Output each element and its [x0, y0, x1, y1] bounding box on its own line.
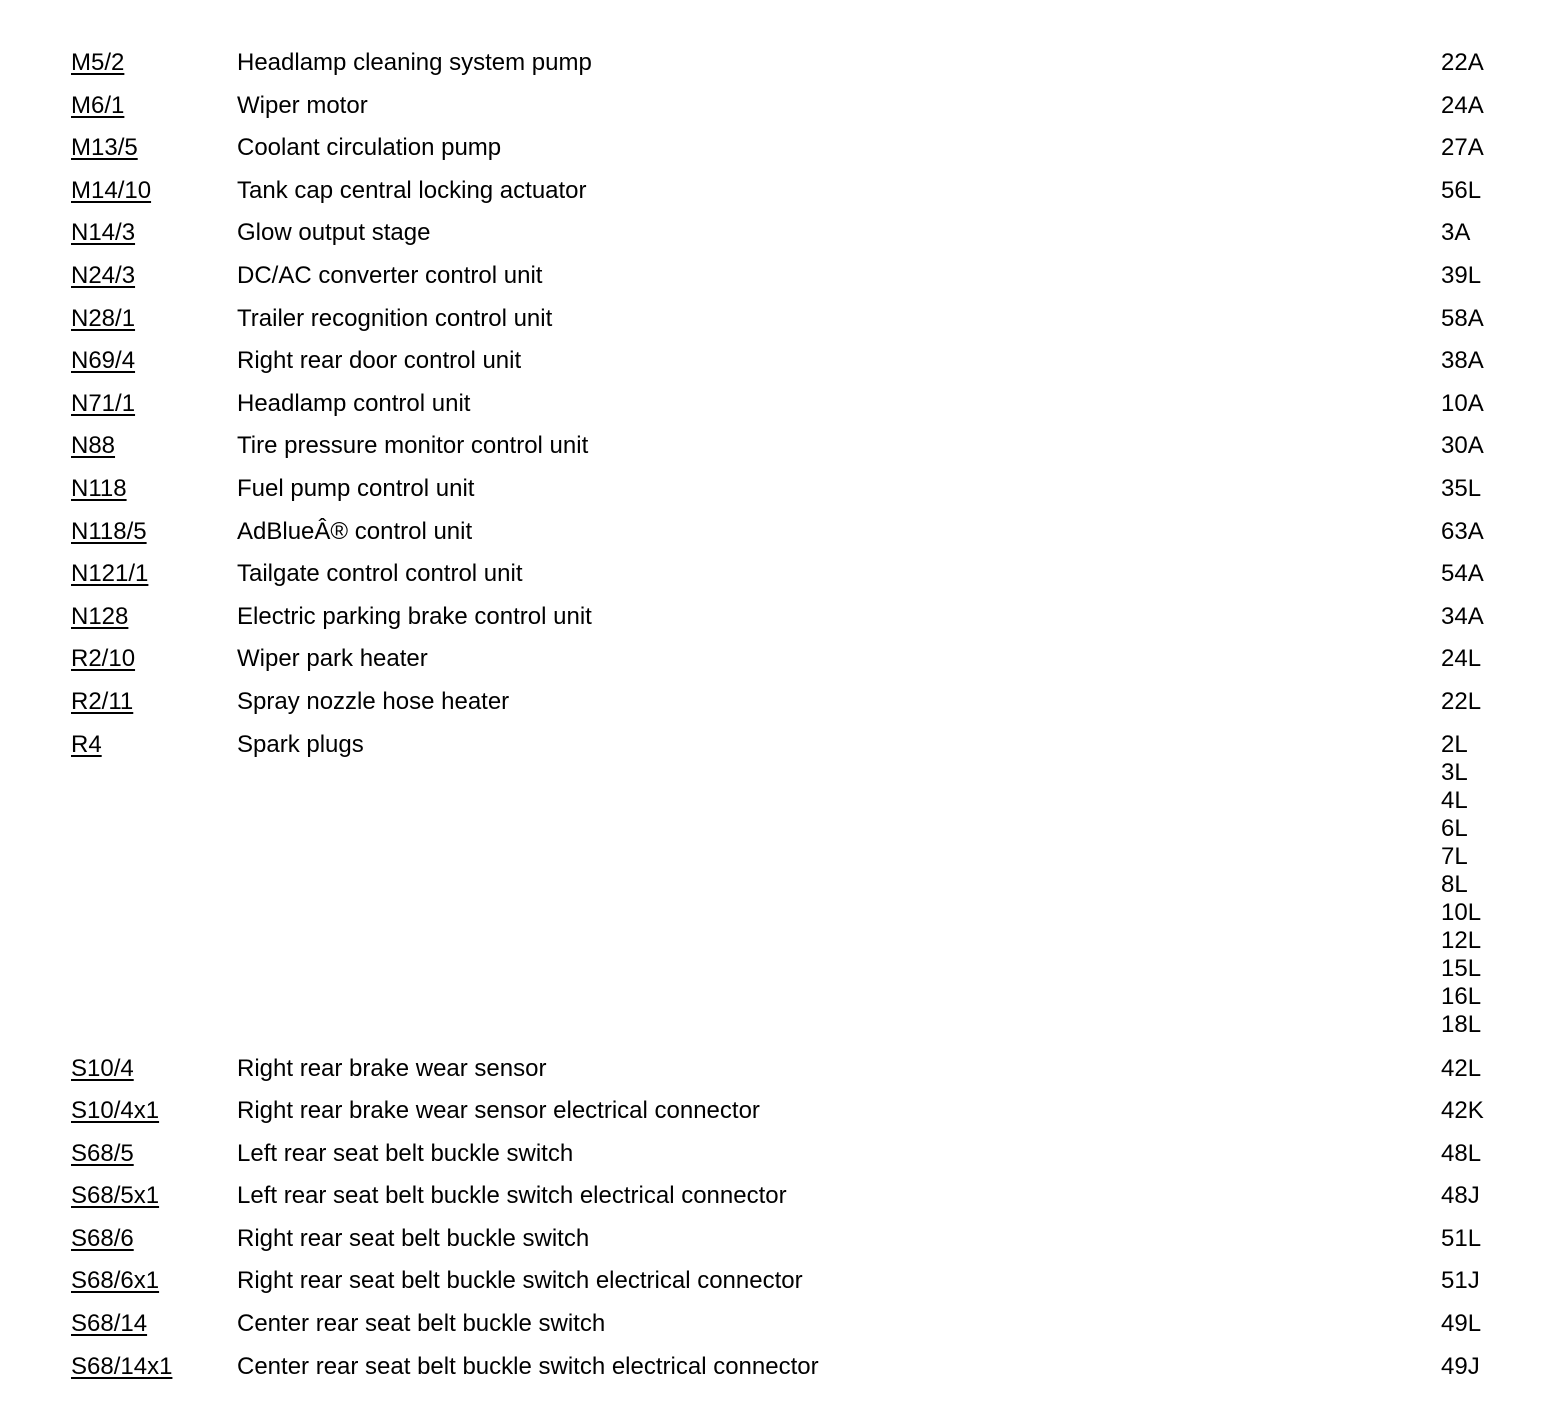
code-cell	[71, 1346, 237, 1381]
component-description: Left rear seat belt buckle switch	[237, 1139, 574, 1167]
grid-location: 35L	[1441, 474, 1482, 502]
grid-location: 16L	[1441, 982, 1482, 1010]
grid-location: 34A	[1441, 602, 1484, 630]
grid-location: 22L	[1441, 687, 1482, 715]
table-row	[71, 383, 1501, 426]
grid-location-cell	[1441, 425, 1501, 460]
grid-location: 24A	[1441, 91, 1484, 119]
table-row	[71, 1303, 1501, 1346]
grid-location-cell	[1441, 383, 1501, 418]
grid-location: 2L	[1441, 730, 1468, 758]
grid-location: 7L	[1441, 842, 1468, 870]
grid-location: 22A	[1441, 49, 1484, 76]
grid-location-cell	[1441, 638, 1501, 673]
component-code-link[interactable]: M6/1	[71, 91, 125, 119]
component-description: Wiper motor	[237, 91, 368, 119]
component-description: Right rear brake wear sensor electrical connector	[237, 1097, 760, 1125]
grid-location: 51L	[1441, 1224, 1482, 1252]
table-row	[71, 1346, 1501, 1389]
component-code-link[interactable]: M5/2	[71, 49, 125, 76]
grid-location-cell	[1441, 298, 1501, 333]
grid-location: 49L	[1441, 1310, 1482, 1338]
grid-location: 49J	[1441, 1352, 1480, 1380]
code-cell	[71, 212, 237, 247]
grid-location: 3L	[1441, 758, 1468, 786]
table-row	[71, 468, 1501, 511]
grid-location-cell	[1441, 724, 1501, 1039]
grid-location: 42L	[1441, 1054, 1482, 1082]
grid-location: 18L	[1441, 1010, 1482, 1038]
component-description: Fuel pump control unit	[237, 474, 475, 502]
code-cell	[71, 425, 237, 460]
component-description: Right rear door control unit	[237, 347, 522, 375]
component-description: Headlamp control unit	[237, 389, 471, 417]
component-description: Coolant circulation pump	[237, 134, 502, 162]
grid-location: 12L	[1441, 926, 1482, 954]
grid-location: 48J	[1441, 1182, 1480, 1210]
component-description: Center rear seat belt buckle switch	[237, 1310, 606, 1338]
grid-location-cell	[1441, 212, 1501, 247]
grid-location-cell	[1441, 1346, 1501, 1381]
component-description: Left rear seat belt buckle switch electrical connector	[237, 1182, 787, 1210]
code-cell	[71, 596, 237, 631]
component-description: Right rear seat belt buckle switch electrical connector	[237, 1267, 803, 1295]
grid-location-cell	[1441, 1303, 1501, 1338]
grid-location-cell	[1441, 170, 1501, 205]
table-row	[71, 212, 1501, 255]
grid-location: 4L	[1441, 786, 1468, 814]
grid-location: 27A	[1441, 134, 1484, 162]
table-row	[71, 340, 1501, 383]
component-code-link[interactable]: N69/4	[71, 347, 136, 375]
component-code-link[interactable]: R4	[71, 730, 102, 758]
code-cell	[71, 511, 237, 546]
component-description: Spray nozzle hose heater	[237, 687, 510, 715]
code-cell	[71, 383, 237, 418]
grid-location-cell	[1441, 553, 1501, 588]
grid-location-cell	[1441, 42, 1501, 77]
grid-location: 51J	[1441, 1267, 1480, 1295]
component-description: Tailgate control control unit	[237, 560, 523, 588]
grid-location-cell	[1441, 1048, 1501, 1083]
grid-location: 54A	[1441, 560, 1484, 588]
code-cell	[71, 1218, 237, 1253]
grid-location-cell	[1441, 511, 1501, 546]
grid-location-cell	[1441, 1133, 1501, 1168]
component-code-link[interactable]: S68/6x1	[71, 1267, 160, 1295]
component-description: Center rear seat belt buckle switch electrical connector	[237, 1352, 819, 1380]
component-code-link[interactable]: N88	[71, 432, 116, 460]
component-code-link[interactable]: M13/5	[71, 134, 138, 162]
grid-location: 39L	[1441, 261, 1482, 289]
code-cell	[71, 255, 237, 290]
component-description: Tank cap central locking actuator	[237, 176, 587, 204]
component-code-link[interactable]: N128	[71, 602, 129, 630]
component-description: Wiper park heater	[237, 645, 428, 673]
grid-location-cell	[1441, 1218, 1501, 1253]
component-description: Tire pressure monitor control unit	[237, 432, 589, 460]
grid-location: 56L	[1441, 176, 1482, 204]
grid-location: 48L	[1441, 1139, 1482, 1167]
component-description: Spark plugs	[237, 730, 364, 758]
code-cell	[71, 1303, 237, 1338]
component-code-link[interactable]: S68/14x1	[71, 1352, 173, 1380]
grid-location: 24L	[1441, 645, 1482, 673]
code-cell	[71, 127, 237, 162]
code-cell	[71, 468, 237, 503]
grid-location-cell	[1441, 340, 1501, 375]
grid-location-cell	[1441, 468, 1501, 503]
component-code-link[interactable]: N118/5	[71, 517, 147, 545]
table-row	[71, 1133, 1501, 1176]
component-description: Trailer recognition control unit	[237, 304, 553, 332]
component-code-link[interactable]: M14/10	[71, 176, 152, 204]
component-description: AdBlueÂ® control unit	[237, 517, 473, 545]
code-cell	[71, 724, 237, 759]
component-description: Electric parking brake control unit	[237, 602, 592, 630]
code-cell	[71, 298, 237, 333]
component-code-link[interactable]: N71/1	[71, 389, 136, 417]
component-code-link[interactable]: S10/4	[71, 1054, 134, 1082]
table-row	[71, 255, 1501, 298]
code-cell	[71, 1090, 237, 1125]
table-row	[71, 1048, 1501, 1091]
code-cell	[71, 1260, 237, 1295]
grid-location: 42K	[1441, 1097, 1484, 1125]
component-description: Glow output stage	[237, 219, 431, 247]
table-row	[71, 1218, 1501, 1261]
table-row	[71, 1090, 1501, 1133]
table-row	[71, 85, 1501, 128]
code-cell	[71, 1175, 237, 1210]
grid-location: 10A	[1441, 389, 1484, 417]
grid-location: 10L	[1441, 898, 1482, 926]
component-code-link[interactable]: N118	[71, 474, 127, 502]
grid-location-cell	[1441, 1175, 1501, 1210]
grid-location-cell	[1441, 596, 1501, 631]
code-cell	[71, 638, 237, 673]
code-cell	[71, 340, 237, 375]
component-code-link[interactable]: S68/5	[71, 1139, 134, 1167]
code-cell	[71, 681, 237, 716]
grid-location: 38A	[1441, 347, 1484, 375]
component-code-link[interactable]: R2/10	[71, 645, 136, 673]
component-code-link[interactable]: N121/1	[71, 560, 149, 588]
grid-location-cell	[1441, 255, 1501, 290]
code-cell	[71, 1133, 237, 1168]
component-code-link[interactable]: S68/6	[71, 1224, 134, 1252]
grid-location: 63A	[1441, 517, 1484, 545]
table-row	[71, 638, 1501, 681]
table-row	[71, 596, 1501, 639]
grid-location: 58A	[1441, 304, 1484, 332]
table-row	[71, 553, 1501, 596]
table-row	[71, 170, 1501, 213]
grid-location: 8L	[1441, 870, 1468, 898]
grid-location: 3A	[1441, 219, 1471, 247]
grid-location-cell	[1441, 1090, 1501, 1125]
grid-location: 6L	[1441, 814, 1468, 842]
grid-location: 30A	[1441, 432, 1484, 460]
component-code-link[interactable]: R2/11	[71, 687, 134, 715]
table-row	[71, 42, 1501, 85]
grid-location-cell	[1441, 127, 1501, 162]
table-row	[71, 298, 1501, 341]
component-code-link[interactable]: N28/1	[71, 304, 136, 332]
code-cell	[71, 553, 237, 588]
component-code-link[interactable]: N14/3	[71, 219, 136, 247]
component-code-link[interactable]: S68/14	[71, 1310, 148, 1338]
code-cell	[71, 170, 237, 205]
component-description: DC/AC converter control unit	[237, 261, 543, 289]
table-row	[71, 681, 1501, 724]
table-row	[71, 724, 1501, 1048]
grid-location-cell	[1441, 1260, 1501, 1295]
component-table	[71, 42, 1501, 1388]
code-cell	[71, 1048, 237, 1083]
table-row	[71, 511, 1501, 554]
table-row	[71, 1175, 1501, 1218]
component-description: Right rear seat belt buckle switch	[237, 1224, 590, 1252]
table-row	[71, 127, 1501, 170]
table-row	[71, 425, 1501, 468]
table-row	[71, 1260, 1501, 1303]
component-code-link[interactable]: N24/3	[71, 261, 136, 289]
grid-location: 15L	[1441, 954, 1482, 982]
grid-location-cell	[1441, 85, 1501, 120]
component-code-link[interactable]: S10/4x1	[71, 1097, 160, 1125]
component-code-link[interactable]: S68/5x1	[71, 1182, 160, 1210]
grid-location-cell	[1441, 681, 1501, 716]
code-cell	[71, 85, 237, 120]
component-description: Right rear brake wear sensor	[237, 1054, 547, 1082]
code-cell	[71, 42, 237, 77]
component-description: Headlamp cleaning system pump	[237, 49, 592, 76]
